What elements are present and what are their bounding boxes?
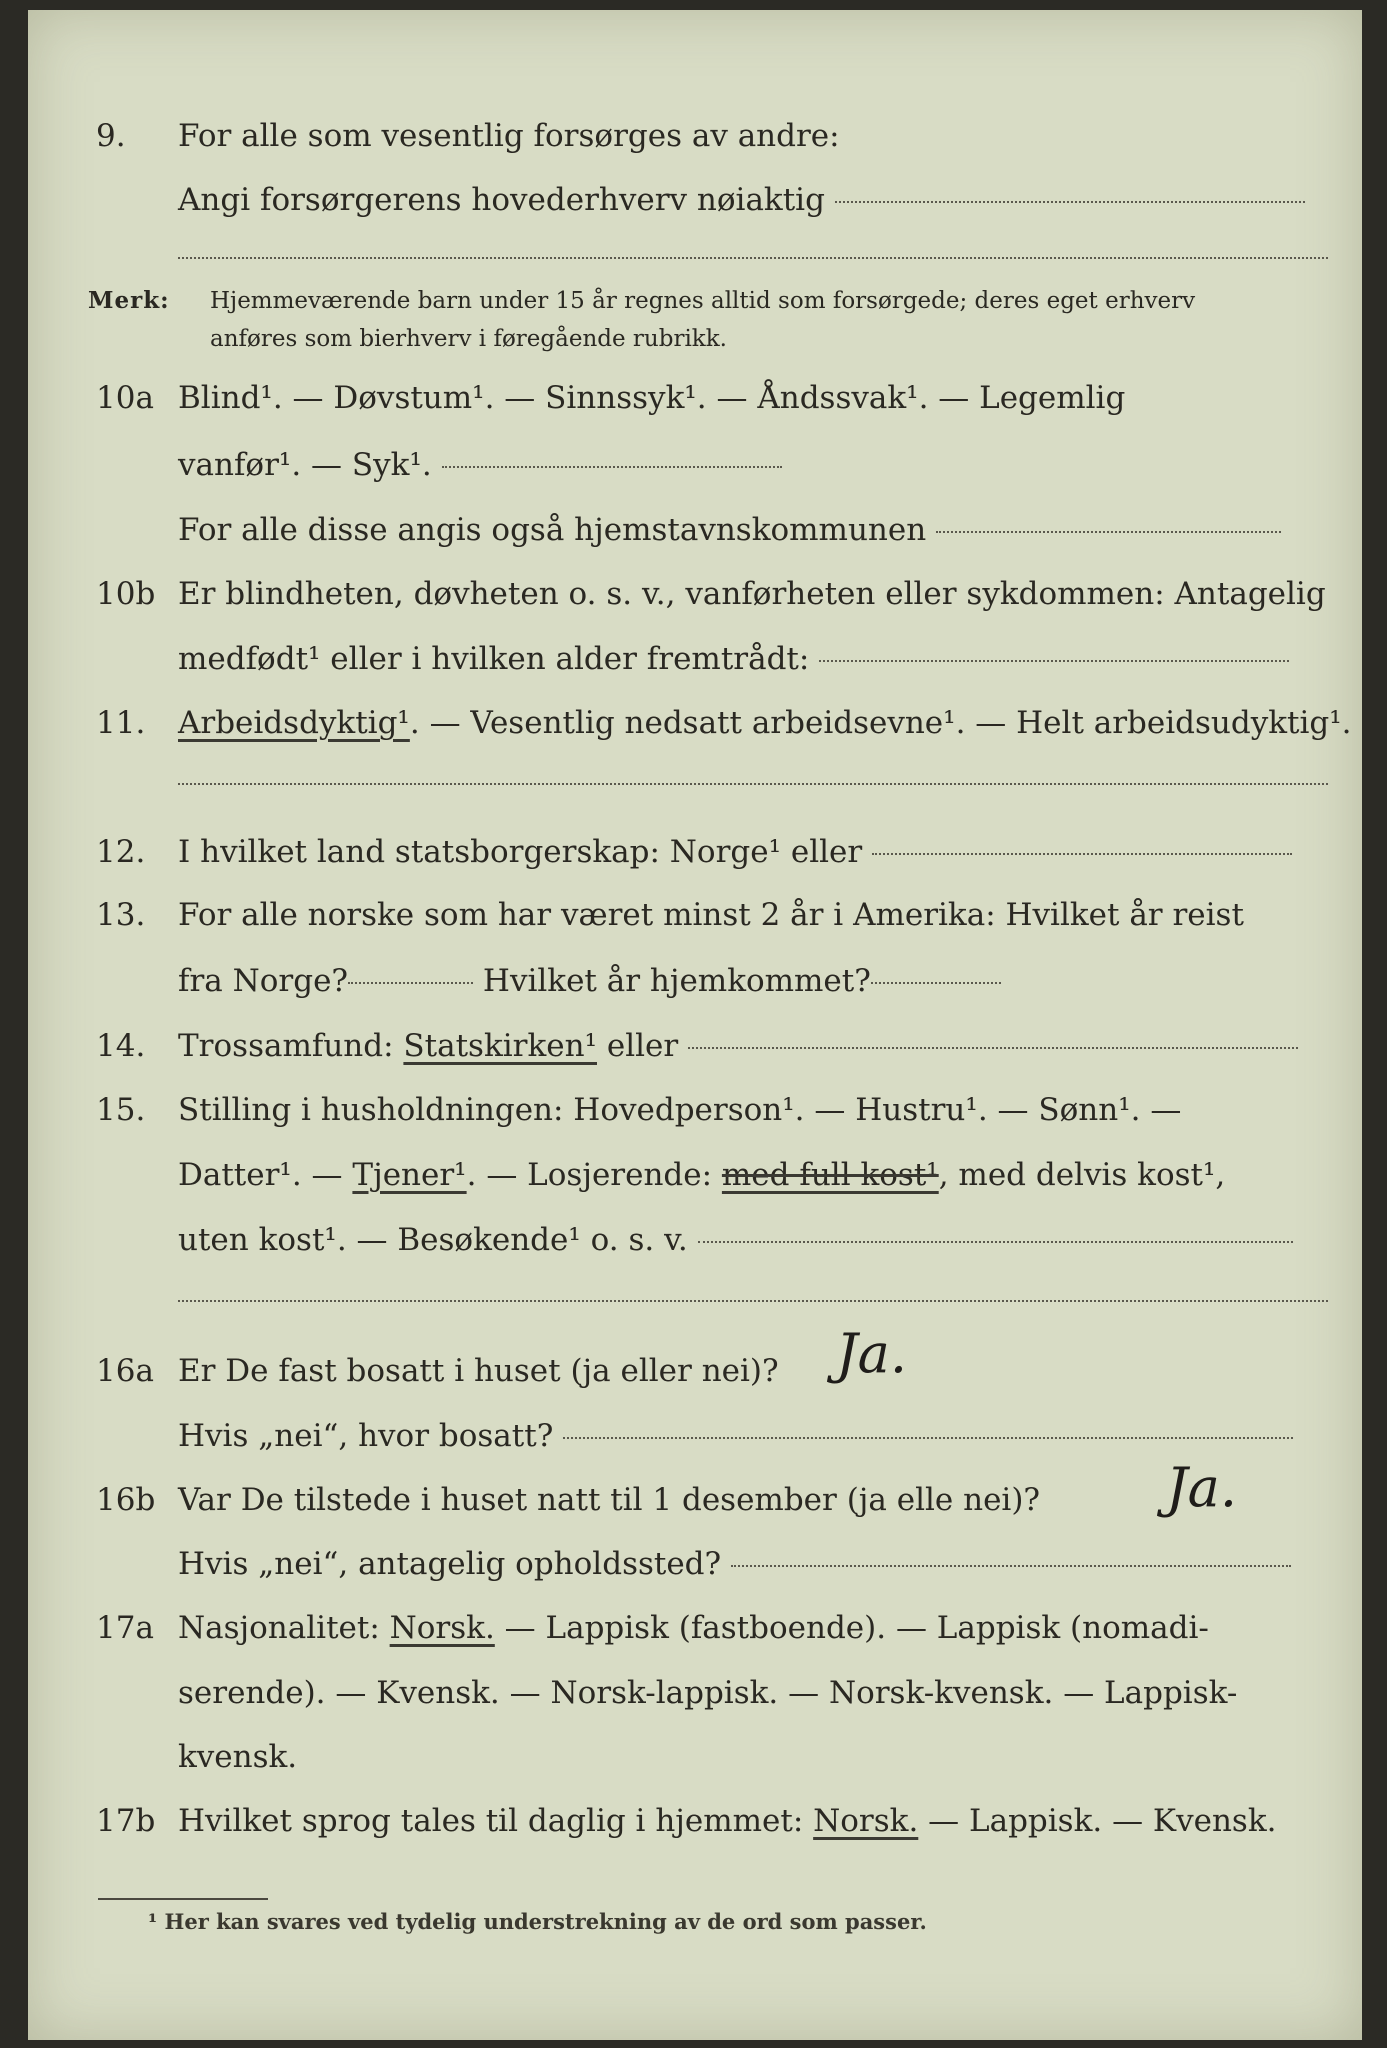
q15-tjener-underlined: Tjener¹ [352,1157,467,1193]
q10b-text: Er blindheten, døvheten o. s. v., vanførheten eller sykdommen: Antagelig [178,576,1326,612]
q17a-line2 [28,1665,1362,1721]
q11-arbeidsdyktig-underlined: Arbeidsdyktig¹ [178,705,410,741]
q15-number: 15. [96,1092,146,1128]
q17a-norsk-underlined: Norsk. [389,1610,495,1646]
q17b-line: 17b Hvilket sprog tales til daglig i hjemmet: Norsk. — Lappisk. — Kvensk. [28,1793,1362,1849]
q10a-syk: vanfør¹. — Syk¹. [178,447,432,483]
q10a-line1 [28,370,1362,426]
q16b-line2 [28,1536,1362,1592]
q17b-number: 17b [96,1803,156,1839]
q16a-answer-line[interactable] [563,1436,1293,1439]
q11-line [28,695,1362,751]
q16b-answer-line[interactable] [731,1564,1291,1567]
q13-line2 [28,953,1362,1009]
census-form-page [28,10,1362,2040]
q11-options: . — Vesentlig nedsatt arbeidsevne¹. — Helt arbeidsudyktig¹. [409,705,1352,741]
q17a-line1: 17a Nasjonalitet: Norsk. — Lappisk (fastboende). — Lappisk (nomadi- [28,1600,1362,1656]
q13-reist-line[interactable] [348,981,473,984]
q12-number: 12. [96,834,146,870]
q12-line [28,824,1362,880]
q9-subquestion: Angi forsørgerens hovederhverv nøiaktig [178,182,825,218]
q17a-text-3: kvensk. [178,1739,298,1775]
q9-line1 [28,108,1362,164]
q9-answer-line[interactable] [835,200,1305,203]
q13-text: For alle norske som har været minst 2 år i Amerika: Hvilket år reist [178,897,1244,933]
q13-hjemkommet: Hvilket år hjemkommet? [482,963,871,999]
q9-line2 [28,172,1362,228]
q10b-line2 [28,631,1362,687]
q15-med-full-kost-marked: med full kost¹ [721,1157,939,1193]
q16b-text: Var De tilstede i huset natt til 1 desember (ja elle nei)? [178,1482,1041,1518]
q10a-hjemstavn-line[interactable] [936,530,1281,533]
q12-answer-line[interactable] [872,852,1292,855]
q12-text: I hvilket land statsborgerskap: Norge¹ eller [178,834,863,870]
q14-label: Trossamfund: [178,1028,404,1064]
q14-number: 14. [96,1028,146,1064]
q16a-line2 [28,1408,1362,1464]
q9-text: For alle som vesentlig forsørges av andre: [178,118,840,154]
q16a-hvor: Hvis „nei“, hvor bosatt? [178,1418,554,1454]
q11-extra-line[interactable] [178,783,1328,785]
q10a-line2 [28,437,1362,493]
q16a-line1 [28,1343,1362,1399]
q10b-number: 10b [96,576,156,612]
q15-answer-line[interactable] [698,1240,1293,1243]
q9-number: 9. [96,118,126,154]
q15-extra-line[interactable] [178,1300,1328,1302]
q16a-text: Er De fast bosatt i huset (ja eller nei)? [178,1353,779,1389]
q16b-handwritten-answer: Ja. [1166,1456,1238,1519]
merk-text-2: anføres som bierhverv i føregående rubrikk. [210,326,727,352]
q13-reist: fra Norge? [178,963,349,999]
q15-text: Stilling i husholdningen: Hovedperson¹. — Hustru¹. — Sønn¹. — [178,1092,1182,1128]
merk-note [88,282,1328,358]
q10b-answer-line[interactable] [819,659,1289,662]
q17a-text-2: serende). — Kvensk. — Norsk-lappisk. — Norsk-kvensk. — Lappisk- [178,1675,1238,1711]
q9-extra-line[interactable] [178,257,1328,259]
q16b-number: 16b [96,1482,156,1518]
merk-text-1: Hjemmeværende barn under 15 år regnes alltid som forsørgede; deres eget erhverv [210,288,1196,314]
q13-hjemkommet-line[interactable] [871,981,1001,984]
q14-eller: eller [597,1028,679,1064]
q15-line3 [28,1212,1362,1268]
q13-line1 [28,887,1362,943]
q17a-number: 17a [96,1610,154,1646]
q17b-norsk-underlined: Norsk. [813,1803,919,1839]
q10a-text: Blind¹. — Døvstum¹. — Sinnssyk¹. — Åndssvak¹. — Legemlig [178,380,1126,416]
footnote: ¹ Her kan svares ved tydelig understrekning av de ord som passer. [148,1909,927,1934]
q17a-line3 [28,1729,1362,1785]
q15-besokende: uten kost¹. — Besøkende¹ o. s. v. [178,1222,688,1258]
q10a-answer-line[interactable] [442,465,782,468]
q10b-alder: medfødt¹ eller i hvilken alder fremtrådt: [178,641,810,677]
q11-number: 11. [96,705,146,741]
q14-statskirken-underlined: Statskirken¹ [403,1028,597,1064]
q16a-number: 16a [96,1353,154,1389]
q10b-line1 [28,566,1362,622]
q14-line [28,1018,1362,1074]
q16a-handwritten-answer: Ja. [836,1322,908,1385]
q14-answer-line[interactable] [688,1046,1298,1049]
q15-line2: Datter¹. — Tjener¹. — Losjerende: med full kost¹, med delvis kost¹, [178,1157,1226,1193]
q15-line1 [28,1082,1362,1138]
q16b-opholdssted: Hvis „nei“, antagelig opholdssted? [178,1546,722,1582]
q13-number: 13. [96,897,146,933]
q10a-line3 [28,502,1362,558]
q10a-hjemstavn: For alle disse angis også hjemstavnskommunen [178,512,927,548]
q16b-line1 [28,1472,1362,1528]
footnote-separator [98,1898,268,1900]
merk-label: Merk: [88,287,170,314]
q10a-number: 10a [96,380,154,416]
